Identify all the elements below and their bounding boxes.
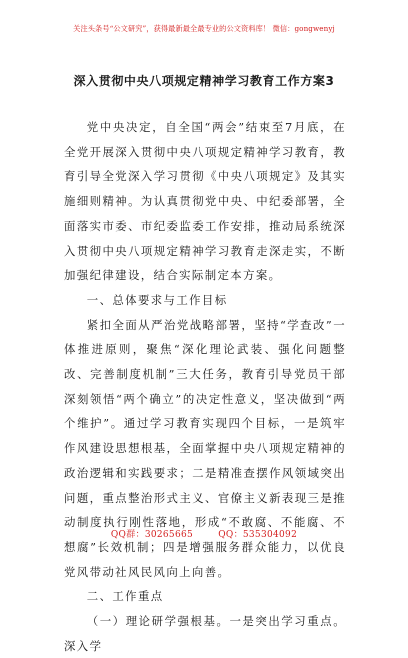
bottom-footer — [0, 527, 408, 540]
paragraph-study: （一）理论研学强根基。一是突出学习重点。深入学 — [64, 614, 346, 653]
document-body — [64, 115, 346, 658]
qq-contact-number: QQ：535304092 — [218, 530, 298, 540]
section-heading-1: 一、总体要求与工作目标 — [86, 292, 228, 307]
paragraph-intro: 党中央决定，自全国“两会”结束至7月底，在全党开展深入贯彻中央八项规定精神学习教育，教育引导全党深入学习贯彻《中央八项规定》及其实施细则精神。为认真贯彻党中央、中纪委部署，全面落实市委、市纪委监委工作安排，推动局系统深入贯彻中央八项规定精神学习教育走深走实，不断加强纪律建设，结合实际制定本方案。 — [64, 120, 346, 283]
qq-group-number: QQ群：30265665 — [110, 530, 194, 540]
top-banner: 关注头条号“公文研究”，获得最新最全最专业的公文资料库！ 微信：gongwenyj — [73, 24, 335, 33]
paragraph-requirements: 紧扣全面从严治党战略部署，坚持“学查改”一体推进原则，聚焦“深化理论武装、强化问题整改、完善制度机制”三大任务，教育引导党员干部深刻领悟“两个确立”的决定性意义，坚决做到“两个维护”。通过学习教育实现四个目标，一是筑牢作风建设思想根基，全面掌握中央八项规定精神的政治逻辑和实践要求；二是精准查摆作风领域突出问题，重点整治形式主义、官僚主义新表现三是推动制度执行刚性落地，形成“不敢腐、不能腐、不想腐”长效机制；四是增强服务群众能力，以优良党风带动社风民风向上向善。 — [64, 317, 346, 579]
document-title: 深入贯彻中央八项规定精神学习教育工作方案3 — [73, 74, 335, 88]
section-heading-2: 二、工作重点 — [86, 589, 164, 604]
